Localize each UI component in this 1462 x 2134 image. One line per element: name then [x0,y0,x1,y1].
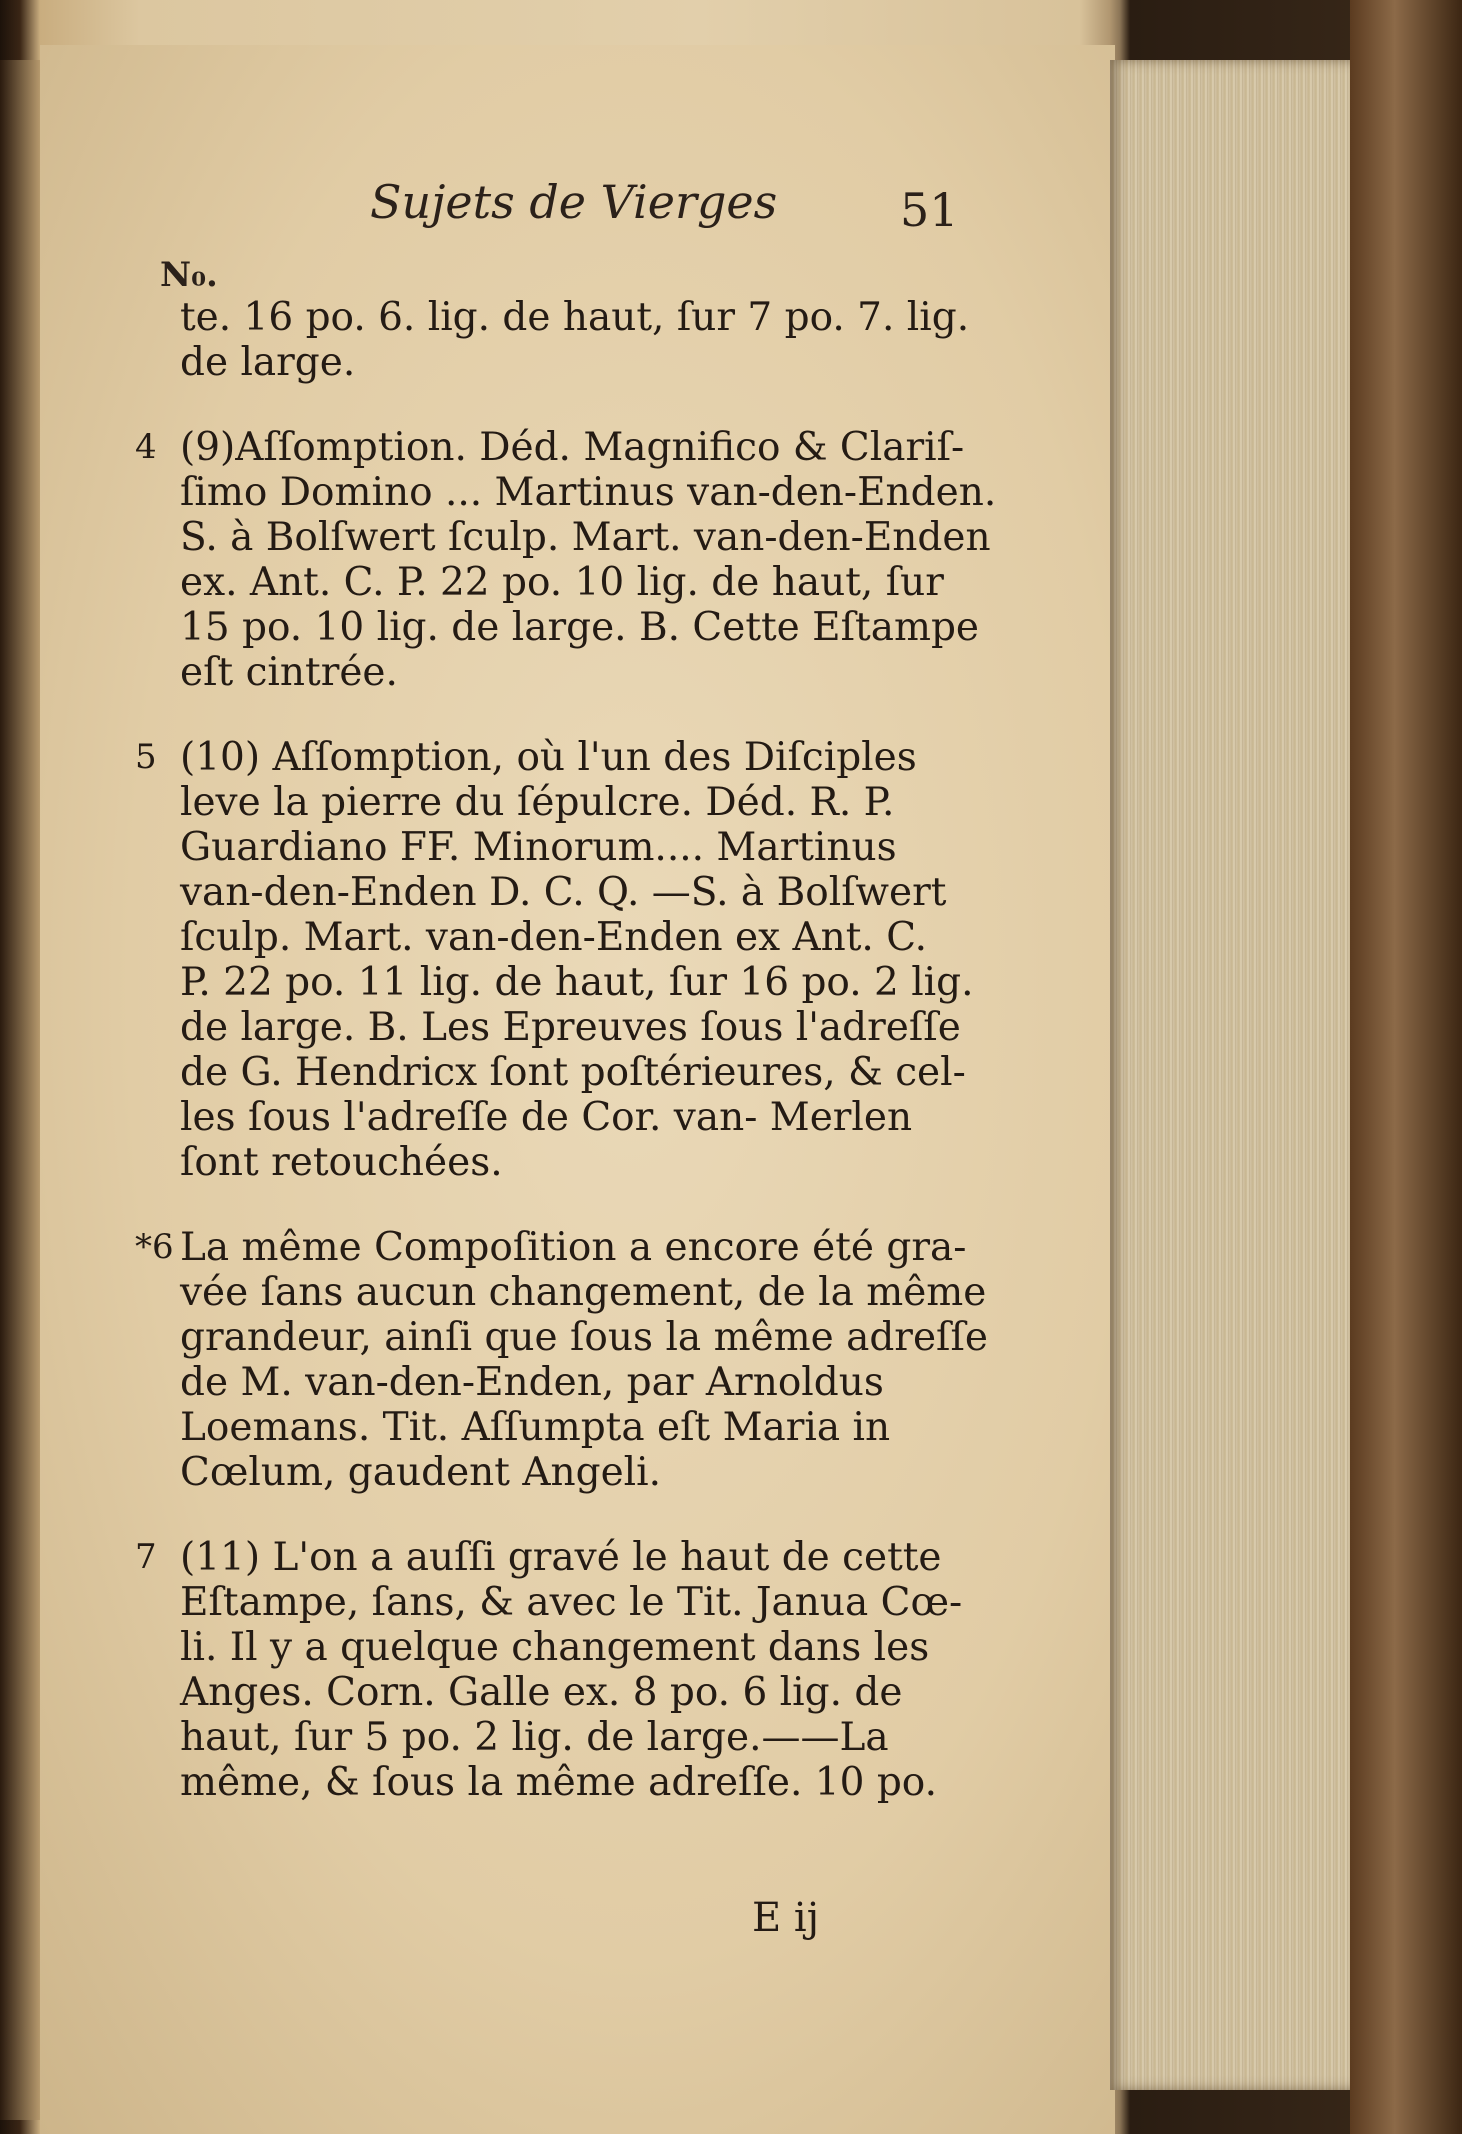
catalogue-entry-7 [135,1535,995,1805]
text-line: même, & ſous la même adreſſe. 10 po. [180,1760,937,1805]
book-page [40,45,1115,2134]
running-title: Sujets de Vierges [370,175,778,229]
entry-number: 4 [135,427,157,467]
text-line: haut, ſur 5 po. 2 lig. de large.——La [180,1715,889,1760]
text-line: de large. [180,340,356,385]
text-line: P. 22 po. 11 lig. de haut, ſur 16 po. 2 lig. [180,960,974,1005]
catalogue-entry-4 [135,425,995,695]
page-header [160,175,1020,295]
text-line: de M. van-den-Enden, par Arnoldus [180,1360,884,1405]
entry-number: *6 [135,1227,174,1267]
text-line: La même Compoſition a encore été gra- [180,1225,967,1270]
text-line: de large. B. Les Epreuves ſous l'adreſſe [180,1005,961,1050]
continuation-entry [135,295,995,385]
text-line: Loemans. Tit. Aſſumpta eſt Maria in [180,1405,891,1450]
left-page-edge [0,60,40,2120]
entry-number: 5 [135,737,157,777]
text-line: Anges. Corn. Galle ex. 8 po. 6 lig. de [180,1670,903,1715]
text-line: Eſtampe, ſans, & avec le Tit. Janua Cœ- [180,1580,963,1625]
catalogue-entry-5 [135,735,995,1185]
catalogue-entry-6 [135,1225,995,1495]
text-line: Guardiano FF. Minorum.... Martinus [180,825,897,870]
text-line: ſimo Domino ... Martinus van-den-Enden. [180,470,997,515]
text-line: ex. Ant. C. P. 22 po. 10 lig. de haut, ſur [180,560,944,605]
text-line: van-den-Enden D. C. Q. —S. à Bolſwert [180,870,947,915]
text-line: les ſous l'adreſſe de Cor. van- Merlen [180,1095,913,1140]
text-line: ſont retouchées. [180,1140,503,1185]
text-line: leve la pierre du ſépulcre. Déd. R. P. [180,780,895,825]
number-column-label: N₀. [160,255,218,295]
text-line: S. à Bolſwert ſculp. Mart. van-den-Enden [180,515,991,560]
catalogue-text [135,295,995,1845]
text-line: (9)Aſſomption. Déd. Magnifico & Clariſ- [180,425,965,470]
book-cover [1350,0,1462,2134]
catchword: E ij [752,1895,820,1941]
entry-number: 7 [135,1537,157,1577]
text-line: li. Il y a quelque changement dans les [180,1625,930,1670]
text-line: vée ſans aucun changement, de la même [180,1270,987,1315]
text-line: de G. Hendricx ſont poſtérieures, & cel- [180,1050,966,1095]
text-line: 15 po. 10 lig. de large. B. Cette Eſtampe [180,605,980,650]
text-line: eſt cintrée. [180,650,398,695]
text-line: (11) L'on a auſſi gravé le haut de cette [180,1535,942,1580]
text-line: te. 16 po. 6. lig. de haut, ſur 7 po. 7. lig. [180,295,970,340]
text-line: Cœlum, gaudent Angeli. [180,1450,662,1495]
page-number: 51 [900,183,959,237]
page-stack-edge [1110,60,1360,2090]
text-line: grandeur, ainſi que ſous la même adreſſe [180,1315,988,1360]
text-line: (10) Aſſomption, où l'un des Diſciples [180,735,917,780]
text-line: ſculp. Mart. van-den-Enden ex Ant. C. [180,915,928,960]
